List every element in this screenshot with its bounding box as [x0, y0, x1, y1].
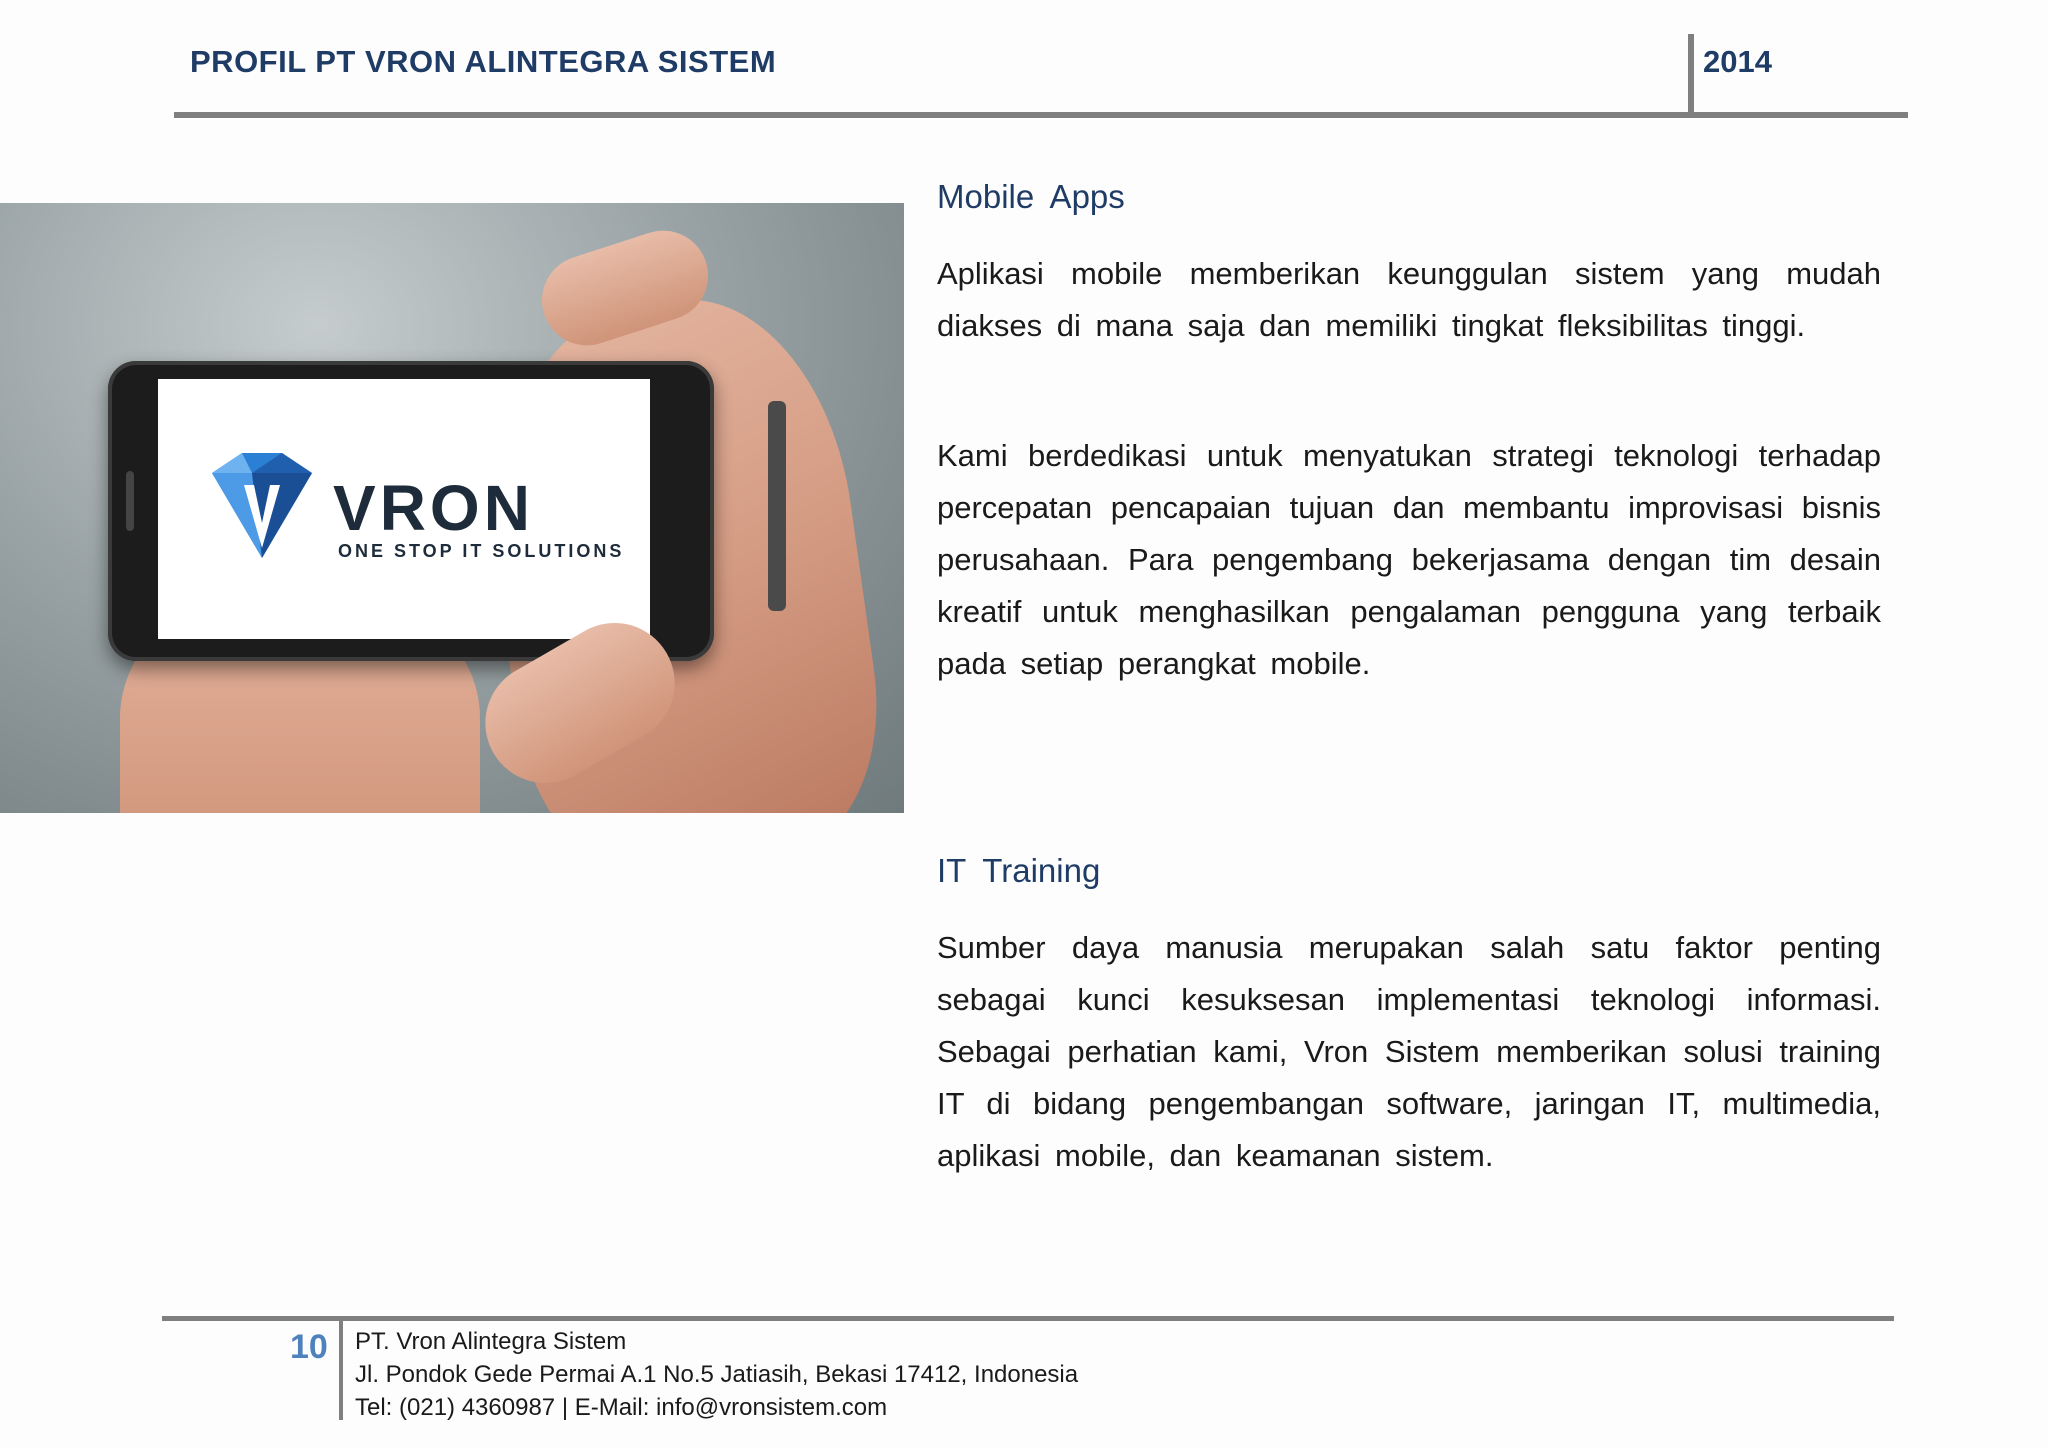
- phone-side-buttons: [768, 401, 786, 611]
- footer-company: PT. Vron Alintegra Sistem: [355, 1328, 627, 1355]
- vron-logo-tagline: ONE STOP IT SOLUTIONS: [338, 541, 625, 561]
- document-year: 2014: [1703, 44, 1772, 79]
- phone-screen: [158, 379, 650, 639]
- footer-divider: [339, 1320, 343, 1420]
- smartphone: [108, 361, 714, 661]
- footer-address: Jl. Pondok Gede Permai A.1 No.5 Jatiasih, Bekasi 17412, Indonesia: [355, 1361, 1079, 1388]
- page-number: 10: [290, 1328, 328, 1366]
- header-divider: [1688, 34, 1694, 114]
- vron-logo-text: VRON: [333, 472, 534, 544]
- section-heading-it-training: IT Training: [937, 852, 1101, 889]
- paragraph-mobile-apps-1: Aplikasi mobile memberikan keunggulan sistem yang mudah diakses di mana saja dan memiliki tingkat fleksibilitas tinggi.: [937, 256, 1881, 343]
- phone-speaker: [126, 471, 134, 531]
- paragraph-mobile-apps-2: Kami berdedikasi untuk menyatukan strategi teknologi terhadap percepatan pencapaian tujuan dan membantu improvisasi bisnis perusahaan. Para pengembang bekerjasama dengan tim desain kreatif untuk menghasilkan pengalaman pengguna yang terbaik pada setiap perangkat mobile.: [937, 438, 1881, 681]
- header-rule: [174, 112, 1908, 118]
- vron-diamond-logo-icon: [192, 453, 332, 563]
- section-heading-mobile-apps: Mobile Apps: [937, 178, 1125, 215]
- footer-contact: Tel: (021) 4360987 | E-Mail: info@vronsistem.com: [355, 1394, 888, 1421]
- phone-photo: [0, 203, 904, 813]
- paragraph-it-training: Sumber daya manusia merupakan salah satu faktor penting sebagai kunci kesuksesan implementasi teknologi informasi. Sebagai perhatian kami, Vron Sistem memberikan solusi training IT di bidang pengembangan software, jaringan IT, multimedia, aplikasi mobile, dan keamanan sistem.: [937, 930, 1881, 1173]
- document-title: PROFIL PT VRON ALINTEGRA SISTEM: [190, 44, 777, 79]
- footer-rule: [162, 1316, 1894, 1321]
